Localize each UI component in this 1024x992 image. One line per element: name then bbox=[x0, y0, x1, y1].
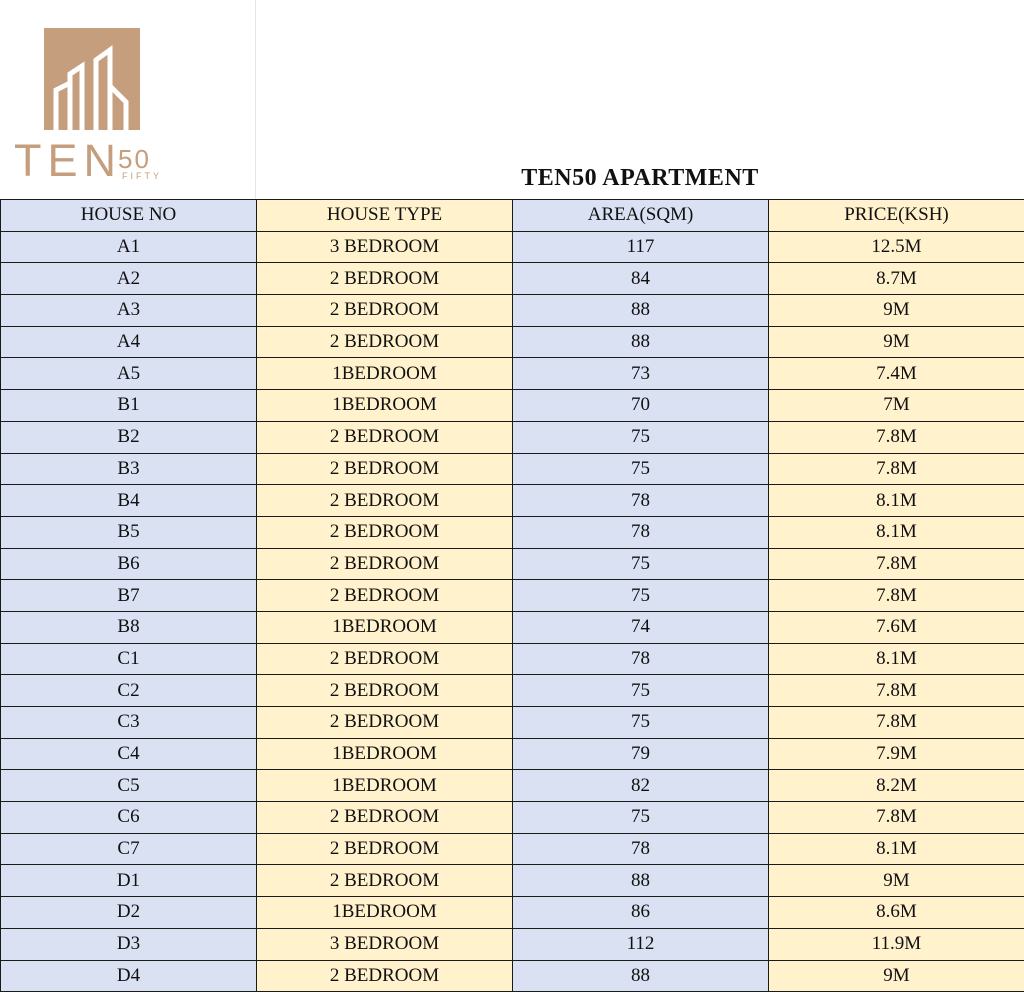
cell-area: 73 bbox=[513, 358, 769, 390]
header-house-type: HOUSE TYPE bbox=[257, 200, 513, 232]
cell-house-type: 3 BEDROOM bbox=[257, 928, 513, 960]
cell-house-type: 3 BEDROOM bbox=[257, 231, 513, 263]
cell-area: 88 bbox=[513, 865, 769, 897]
cell-area: 75 bbox=[513, 548, 769, 580]
cell-price: 9M bbox=[769, 865, 1024, 897]
cell-price: 7.6M bbox=[769, 611, 1024, 643]
cell-house-type: 1BEDROOM bbox=[257, 390, 513, 422]
cell-house-type: 2 BEDROOM bbox=[257, 707, 513, 739]
table-row bbox=[1, 611, 1024, 643]
cell-house-type: 2 BEDROOM bbox=[257, 960, 513, 992]
cell-area: 79 bbox=[513, 738, 769, 770]
apartment-price-table bbox=[0, 199, 1024, 992]
cell-area: 78 bbox=[513, 485, 769, 517]
cell-price: 7.8M bbox=[769, 707, 1024, 739]
cell-house-no: D2 bbox=[1, 897, 257, 929]
cell-house-type: 1BEDROOM bbox=[257, 358, 513, 390]
cell-house-no: B3 bbox=[1, 453, 257, 485]
table-row bbox=[1, 326, 1024, 358]
cell-price: 7.8M bbox=[769, 421, 1024, 453]
cell-price: 7.8M bbox=[769, 675, 1024, 707]
table-row bbox=[1, 295, 1024, 327]
brand-subtitle: FIFTY bbox=[122, 171, 162, 181]
cell-area: 82 bbox=[513, 770, 769, 802]
brand-number: 50 bbox=[118, 144, 151, 174]
cell-house-type: 1BEDROOM bbox=[257, 897, 513, 929]
cell-price: 7.8M bbox=[769, 802, 1024, 834]
cell-house-no: B8 bbox=[1, 611, 257, 643]
cell-price: 7.8M bbox=[769, 548, 1024, 580]
table-row bbox=[1, 263, 1024, 295]
header-area: AREA(SQM) bbox=[513, 200, 769, 232]
cell-area: 75 bbox=[513, 675, 769, 707]
logo bbox=[0, 0, 256, 199]
table-row bbox=[1, 390, 1024, 422]
table-row bbox=[1, 833, 1024, 865]
cell-house-no: C6 bbox=[1, 802, 257, 834]
table-row bbox=[1, 897, 1024, 929]
table-row bbox=[1, 928, 1024, 960]
cell-area: 75 bbox=[513, 453, 769, 485]
header-price: PRICE(KSH) bbox=[769, 200, 1024, 232]
cell-area: 70 bbox=[513, 390, 769, 422]
cell-house-no: D4 bbox=[1, 960, 257, 992]
cell-price: 9M bbox=[769, 960, 1024, 992]
table-row bbox=[1, 231, 1024, 263]
building-logo-icon bbox=[44, 28, 140, 130]
cell-house-no: A5 bbox=[1, 358, 257, 390]
cell-house-type: 2 BEDROOM bbox=[257, 326, 513, 358]
cell-price: 8.1M bbox=[769, 485, 1024, 517]
cell-area: 74 bbox=[513, 611, 769, 643]
brand-name: TEN bbox=[14, 135, 122, 186]
cell-house-type: 2 BEDROOM bbox=[257, 643, 513, 675]
cell-house-no: C7 bbox=[1, 833, 257, 865]
table-row bbox=[1, 453, 1024, 485]
cell-area: 117 bbox=[513, 231, 769, 263]
table-body bbox=[1, 231, 1024, 992]
table-row bbox=[1, 770, 1024, 802]
cell-house-type: 2 BEDROOM bbox=[257, 421, 513, 453]
cell-area: 75 bbox=[513, 580, 769, 612]
table-row bbox=[1, 485, 1024, 517]
cell-house-no: B4 bbox=[1, 485, 257, 517]
cell-price: 7.4M bbox=[769, 358, 1024, 390]
cell-price: 8.2M bbox=[769, 770, 1024, 802]
cell-house-type: 2 BEDROOM bbox=[257, 675, 513, 707]
cell-price: 11.9M bbox=[769, 928, 1024, 960]
cell-price: 8.7M bbox=[769, 263, 1024, 295]
cell-price: 7.8M bbox=[769, 580, 1024, 612]
cell-house-no: A3 bbox=[1, 295, 257, 327]
header-house-no: HOUSE NO bbox=[1, 200, 257, 232]
cell-area: 78 bbox=[513, 833, 769, 865]
cell-house-type: 2 BEDROOM bbox=[257, 802, 513, 834]
cell-area: 84 bbox=[513, 263, 769, 295]
cell-house-no: A2 bbox=[1, 263, 257, 295]
cell-price: 8.6M bbox=[769, 897, 1024, 929]
cell-house-no: B2 bbox=[1, 421, 257, 453]
table-row bbox=[1, 960, 1024, 992]
cell-house-type: 1BEDROOM bbox=[257, 738, 513, 770]
cell-price: 12.5M bbox=[769, 231, 1024, 263]
cell-area: 112 bbox=[513, 928, 769, 960]
cell-house-type: 2 BEDROOM bbox=[257, 485, 513, 517]
cell-area: 86 bbox=[513, 897, 769, 929]
table-row bbox=[1, 802, 1024, 834]
cell-house-type: 2 BEDROOM bbox=[257, 580, 513, 612]
cell-area: 88 bbox=[513, 326, 769, 358]
cell-house-no: C5 bbox=[1, 770, 257, 802]
cell-price: 9M bbox=[769, 326, 1024, 358]
page-title: TEN50 APARTMENT bbox=[521, 165, 759, 191]
table-row bbox=[1, 516, 1024, 548]
cell-price: 8.1M bbox=[769, 516, 1024, 548]
cell-house-no: A1 bbox=[1, 231, 257, 263]
cell-price: 8.1M bbox=[769, 643, 1024, 675]
cell-price: 7.8M bbox=[769, 453, 1024, 485]
table-row bbox=[1, 738, 1024, 770]
cell-house-no: D1 bbox=[1, 865, 257, 897]
cell-area: 78 bbox=[513, 643, 769, 675]
cell-house-type: 2 BEDROOM bbox=[257, 453, 513, 485]
cell-house-type: 2 BEDROOM bbox=[257, 865, 513, 897]
cell-area: 75 bbox=[513, 802, 769, 834]
cell-house-type: 2 BEDROOM bbox=[257, 833, 513, 865]
cell-price: 7M bbox=[769, 390, 1024, 422]
cell-house-no: B6 bbox=[1, 548, 257, 580]
table-row bbox=[1, 865, 1024, 897]
cell-house-type: 2 BEDROOM bbox=[257, 295, 513, 327]
cell-price: 9M bbox=[769, 295, 1024, 327]
cell-house-no: C4 bbox=[1, 738, 257, 770]
cell-house-type: 2 BEDROOM bbox=[257, 516, 513, 548]
cell-house-no: B1 bbox=[1, 390, 257, 422]
cell-house-no: C3 bbox=[1, 707, 257, 739]
table-row bbox=[1, 358, 1024, 390]
cell-house-type: 1BEDROOM bbox=[257, 611, 513, 643]
cell-house-no: D3 bbox=[1, 928, 257, 960]
table-row bbox=[1, 643, 1024, 675]
cell-area: 88 bbox=[513, 295, 769, 327]
table-row bbox=[1, 675, 1024, 707]
cell-area: 75 bbox=[513, 707, 769, 739]
cell-area: 75 bbox=[513, 421, 769, 453]
table-row bbox=[1, 580, 1024, 612]
cell-house-type: 2 BEDROOM bbox=[257, 263, 513, 295]
cell-house-no: A4 bbox=[1, 326, 257, 358]
table-header-row bbox=[1, 200, 1024, 232]
cell-house-no: C2 bbox=[1, 675, 257, 707]
cell-price: 7.9M bbox=[769, 738, 1024, 770]
cell-house-type: 2 BEDROOM bbox=[257, 548, 513, 580]
table-row bbox=[1, 707, 1024, 739]
cell-area: 88 bbox=[513, 960, 769, 992]
cell-house-type: 1BEDROOM bbox=[257, 770, 513, 802]
table-row bbox=[1, 548, 1024, 580]
cell-house-no: B5 bbox=[1, 516, 257, 548]
cell-house-no: C1 bbox=[1, 643, 257, 675]
cell-area: 78 bbox=[513, 516, 769, 548]
cell-house-no: B7 bbox=[1, 580, 257, 612]
header bbox=[0, 0, 1024, 199]
table-row bbox=[1, 421, 1024, 453]
cell-price: 8.1M bbox=[769, 833, 1024, 865]
